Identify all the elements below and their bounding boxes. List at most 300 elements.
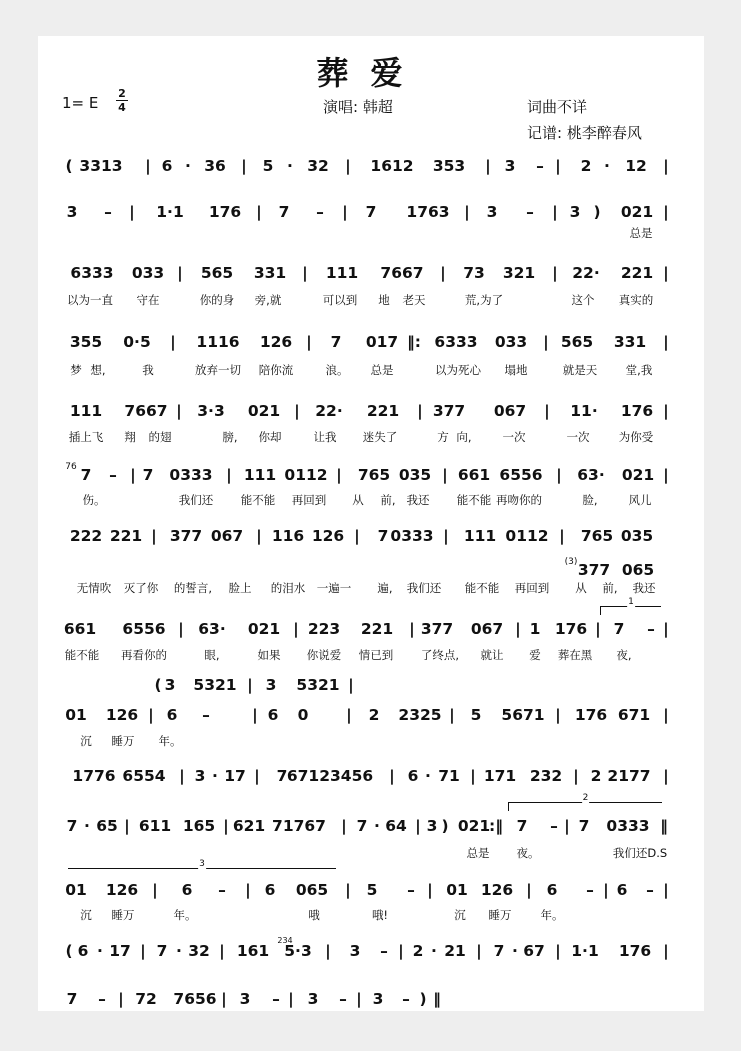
- barline: |: [603, 881, 609, 899]
- note-group: 5: [470, 706, 482, 724]
- lyric-word: 遍,: [377, 581, 393, 595]
- note-group: 111: [243, 466, 277, 484]
- lyric-word: 我: [142, 363, 154, 377]
- lyric-word: 旁,就: [254, 293, 282, 307]
- barline: |: [389, 767, 395, 785]
- note-group: –: [526, 203, 534, 221]
- lyric-word: 前,: [602, 581, 618, 595]
- note-group: 5321: [193, 676, 237, 694]
- lyric-word: 总是: [370, 363, 394, 377]
- volta-bracket-3: [68, 859, 336, 877]
- note-group: 6554: [122, 767, 166, 785]
- note-group: 111: [325, 264, 359, 282]
- note-group: 3: [426, 817, 438, 835]
- note-group: 11·: [570, 402, 598, 420]
- note-group: 72: [135, 990, 157, 1008]
- note-group: 7: [578, 817, 590, 835]
- note-group: 126: [259, 333, 293, 351]
- lyric-word: 脸上: [228, 581, 252, 595]
- note-group: 71: [438, 767, 460, 785]
- lyric-word: 插上飞: [68, 430, 104, 444]
- barline: |: [543, 333, 549, 351]
- lyric-word: 我们还: [406, 581, 442, 595]
- barline: |: [288, 990, 294, 1008]
- singer-credit: 演唱: 韩超: [323, 98, 393, 116]
- lyric-word: 方: [437, 430, 449, 444]
- note-group: 176: [208, 203, 242, 221]
- note-group: 221: [109, 527, 143, 545]
- barline: |: [485, 157, 491, 175]
- barline: |: [178, 620, 184, 638]
- note-group: 73: [463, 264, 485, 282]
- barline: |: [555, 942, 561, 960]
- notation-row: [0, 264, 741, 286]
- notation-row: [0, 881, 741, 903]
- volta-bracket-1: [600, 597, 661, 615]
- note-group: 32: [188, 942, 210, 960]
- note-group: 64: [385, 817, 407, 835]
- note-group: 0·5: [123, 333, 151, 351]
- note-group: 0112: [505, 527, 549, 545]
- note-group: 6: [264, 881, 276, 899]
- note-group: 01: [65, 706, 87, 724]
- note-group: 7: [66, 817, 78, 835]
- lyric-word: 睡万: [488, 908, 512, 922]
- note-group: 22·: [572, 264, 600, 282]
- grace-note-mark: 234: [277, 936, 293, 945]
- barline: |: [564, 817, 570, 835]
- note-group: ): [593, 203, 601, 221]
- note-group: 2: [590, 767, 602, 785]
- barline: |: [342, 203, 348, 221]
- note-group: 6: [161, 157, 173, 175]
- note-group: –: [339, 990, 347, 1008]
- barline: ‖: [433, 990, 441, 1008]
- note-group: ·: [287, 157, 293, 175]
- barline: |: [663, 203, 669, 221]
- lyric-word: 就是天: [562, 363, 598, 377]
- barline: |: [663, 706, 669, 724]
- lyric-word: 一次: [566, 430, 590, 444]
- note-group: 111: [69, 402, 103, 420]
- note-group: 065: [295, 881, 329, 899]
- barline: |: [544, 402, 550, 420]
- note-group: 6: [616, 881, 628, 899]
- note-group: ·: [185, 157, 191, 175]
- note-group: 7: [80, 466, 92, 484]
- barline: |: [559, 527, 565, 545]
- barline: |: [241, 157, 247, 175]
- note-group: 65: [96, 817, 118, 835]
- barline: |: [415, 817, 421, 835]
- barline: |: [552, 264, 558, 282]
- note-group: ·: [604, 157, 610, 175]
- barline: |: [476, 942, 482, 960]
- lyric-word: 再回到: [514, 581, 550, 595]
- note-group: ·: [212, 767, 218, 785]
- time-signature: [116, 88, 128, 113]
- barline: |: [293, 620, 299, 638]
- note-group: ·: [425, 767, 431, 785]
- notation-row: [0, 527, 741, 549]
- lyric-word: 再回到: [291, 493, 327, 507]
- barline: |: [555, 706, 561, 724]
- lyric-word: 夜。: [516, 846, 540, 860]
- note-group: 171: [483, 767, 517, 785]
- barline: |: [346, 706, 352, 724]
- note-group: ·: [84, 817, 90, 835]
- barline: |: [440, 264, 446, 282]
- note-group: 7667: [124, 402, 168, 420]
- volta-number: 3: [199, 859, 205, 869]
- barline: |: [148, 706, 154, 724]
- barline: |: [663, 620, 669, 638]
- note-group: –: [202, 706, 210, 724]
- note-group: 7: [365, 203, 377, 221]
- note-group: 067: [470, 620, 504, 638]
- note-group: (: [154, 676, 162, 694]
- note-group: 035: [398, 466, 432, 484]
- note-group: –: [647, 620, 655, 638]
- note-group: ): [441, 817, 449, 835]
- note-group: 3: [486, 203, 498, 221]
- barline: |: [417, 402, 423, 420]
- notation-row: [0, 676, 741, 698]
- lyric-word: 让我: [313, 430, 337, 444]
- lyric-row: [0, 580, 741, 596]
- note-group: –: [407, 881, 415, 899]
- note-group: 3: [66, 203, 78, 221]
- note-group: 2: [580, 157, 592, 175]
- barline: |: [177, 264, 183, 282]
- barline: |: [226, 466, 232, 484]
- note-group: 0112: [284, 466, 328, 484]
- lyric-word: 的翅: [148, 430, 172, 444]
- lyric-word: 就让: [480, 648, 504, 662]
- lyric-word: 爱: [529, 648, 541, 662]
- note-group: 21: [444, 942, 466, 960]
- note-group: 7: [156, 942, 168, 960]
- note-group: 6556: [499, 466, 543, 484]
- note-group: 2325: [398, 706, 442, 724]
- note-group: 021: [247, 620, 281, 638]
- note-group: 2177: [607, 767, 651, 785]
- note-group: 565: [200, 264, 234, 282]
- note-group: 0333: [169, 466, 213, 484]
- lyric-word: 灭了你: [123, 581, 159, 595]
- note-group: 033: [131, 264, 165, 282]
- note-group: 331: [253, 264, 287, 282]
- lyric-word: 睡万: [111, 908, 135, 922]
- notation-row: [0, 942, 741, 964]
- note-group: 0: [297, 706, 309, 724]
- note-group: 671: [617, 706, 651, 724]
- note-group: –: [380, 942, 388, 960]
- notation-row: [0, 203, 741, 225]
- transcriber-credit: 记谱: 桃李醉春风: [527, 124, 642, 142]
- barline: |: [256, 203, 262, 221]
- note-group: 377: [420, 620, 454, 638]
- note-group: 7: [142, 466, 154, 484]
- note-group: 021: [620, 203, 654, 221]
- note-group: 017: [365, 333, 399, 351]
- note-group: 021: [621, 466, 655, 484]
- note-group: 232: [529, 767, 563, 785]
- note-group: 221: [366, 402, 400, 420]
- note-group: 7: [516, 817, 528, 835]
- barline: |: [356, 990, 362, 1008]
- note-group: 765: [357, 466, 391, 484]
- lyric-word: 的誓言,: [173, 581, 213, 595]
- note-group: 3: [239, 990, 251, 1008]
- barline: |: [552, 203, 558, 221]
- note-group: 1: [529, 620, 541, 638]
- note-group: –: [98, 990, 106, 1008]
- lyric-word: 沉: [454, 908, 466, 922]
- barline: :‖: [489, 817, 503, 835]
- note-group: 661: [457, 466, 491, 484]
- notation-row: [0, 817, 741, 839]
- note-group: 0333: [606, 817, 650, 835]
- barline: |: [556, 466, 562, 484]
- note-group: 565: [560, 333, 594, 351]
- barline: |: [663, 767, 669, 785]
- lyric-word: 能不能: [456, 493, 492, 507]
- barline: |: [470, 767, 476, 785]
- note-group: 22·: [315, 402, 343, 420]
- barline: |: [427, 881, 433, 899]
- barline: ‖: [660, 817, 668, 835]
- lyric-word: 总是: [466, 846, 490, 860]
- notation-row: [0, 767, 741, 789]
- note-group: 6333: [434, 333, 478, 351]
- note-group: 17: [224, 767, 246, 785]
- barline: |: [663, 881, 669, 899]
- lyric-row: [0, 845, 741, 861]
- note-group: 67123456: [286, 767, 374, 785]
- key-signature: 1= E: [62, 94, 99, 112]
- lyric-word: 了终点,: [420, 648, 460, 662]
- note-group: 661: [63, 620, 97, 638]
- note-group: –: [316, 203, 324, 221]
- note-group: 0333: [390, 527, 434, 545]
- lyric-word: 为你受: [618, 430, 654, 444]
- lyric-word: 陪你流: [258, 363, 294, 377]
- note-group: 3: [349, 942, 361, 960]
- notation-row: [0, 402, 741, 424]
- barline: |: [336, 466, 342, 484]
- barline: |: [663, 942, 669, 960]
- barline: ‖:: [407, 333, 421, 351]
- note-group: –: [646, 881, 654, 899]
- lyric-word: 膀,: [222, 430, 238, 444]
- barline: |: [118, 990, 124, 1008]
- barline: |: [152, 881, 158, 899]
- note-group: 3: [504, 157, 516, 175]
- lyric-word: 再吻你的: [496, 493, 542, 507]
- lyric-word: 地: [378, 293, 390, 307]
- note-group: ·: [97, 942, 103, 960]
- note-group: 765: [580, 527, 614, 545]
- note-group: 5: [262, 157, 274, 175]
- barline: |: [176, 402, 182, 420]
- lyric-word: 你说爱: [306, 648, 342, 662]
- composer-credit: 词曲不详: [527, 98, 588, 116]
- note-group: –: [109, 466, 117, 484]
- barline: |: [145, 157, 151, 175]
- lyric-word: 葬在黑: [557, 648, 593, 662]
- note-group: 3: [372, 990, 384, 1008]
- barline: |: [306, 333, 312, 351]
- barline: |: [663, 157, 669, 175]
- barline: |: [595, 620, 601, 638]
- barline: |: [256, 527, 262, 545]
- barline: |: [449, 706, 455, 724]
- notation-row: [0, 333, 741, 355]
- note-group: 126: [105, 881, 139, 899]
- note-group: 1·1: [156, 203, 184, 221]
- note-group: 165: [182, 817, 216, 835]
- lyric-word: 再看你的: [121, 648, 167, 662]
- note-group: 3: [194, 767, 206, 785]
- note-group: 176: [574, 706, 608, 724]
- barline: |: [663, 402, 669, 420]
- lyric-row: [0, 907, 741, 923]
- note-group: 065: [621, 561, 655, 579]
- note-group: 2: [368, 706, 380, 724]
- note-group: 7656: [173, 990, 217, 1008]
- lyric-word: 我们还D.S: [612, 846, 668, 860]
- barline: |: [151, 527, 157, 545]
- note-group: 63·: [577, 466, 605, 484]
- volta-number: 1: [628, 597, 634, 607]
- lyric-word: 如果: [257, 648, 281, 662]
- lyric-row: [0, 292, 741, 308]
- lyric-word: 能不能: [240, 493, 276, 507]
- lyric-word: 能不能: [464, 581, 500, 595]
- lyric-row: [0, 429, 741, 445]
- barline: |: [555, 157, 561, 175]
- barline: |: [223, 817, 229, 835]
- barline: |: [294, 402, 300, 420]
- lyric-word: 以为死心: [435, 363, 481, 377]
- note-group: –: [104, 203, 112, 221]
- note-group: 3: [164, 676, 176, 694]
- barline: |: [409, 620, 415, 638]
- barline: |: [663, 333, 669, 351]
- note-group: 3·3: [197, 402, 225, 420]
- note-group: (3): [564, 557, 578, 567]
- note-group: 355: [69, 333, 103, 351]
- lyric-word: 能不能: [64, 648, 100, 662]
- notation-row: [0, 157, 741, 179]
- note-group: (: [65, 157, 73, 175]
- lyric-word: 情已到: [358, 648, 394, 662]
- barline: |: [573, 767, 579, 785]
- note-group: 3: [265, 676, 277, 694]
- barline: |: [398, 942, 404, 960]
- lyric-word: 眼,: [204, 648, 220, 662]
- note-group: 176: [620, 402, 654, 420]
- lyric-row: [0, 492, 741, 508]
- barline: |: [345, 157, 351, 175]
- note-group: 6333: [70, 264, 114, 282]
- time-signature-top: 2: [118, 87, 126, 100]
- lyric-word: 一次: [502, 430, 526, 444]
- barline: |: [247, 676, 253, 694]
- lyric-word: 真实的: [618, 293, 654, 307]
- note-group: 01: [65, 881, 87, 899]
- note-group: 221: [620, 264, 654, 282]
- note-group: 1612: [370, 157, 414, 175]
- note-group: 6: [546, 881, 558, 899]
- lyric-word: 沉: [80, 734, 92, 748]
- note-group: 3: [569, 203, 581, 221]
- note-group: 1763: [406, 203, 450, 221]
- note-group: 32: [307, 157, 329, 175]
- note-group: 5321: [296, 676, 340, 694]
- note-group: 76: [65, 462, 77, 472]
- barline: |: [663, 264, 669, 282]
- note-group: 067: [210, 527, 244, 545]
- volta-bracket-2: [508, 793, 662, 811]
- note-group: 176: [618, 942, 652, 960]
- lyric-word: 这个: [571, 293, 595, 307]
- lyric-word: 年。: [173, 908, 197, 922]
- barline: |: [140, 942, 146, 960]
- note-group: 067: [493, 402, 527, 420]
- note-group: 12: [625, 157, 647, 175]
- lyric-word: 哦!: [371, 908, 389, 922]
- lyric-word: 向,: [456, 430, 472, 444]
- barline: |: [345, 881, 351, 899]
- note-group: 223: [307, 620, 341, 638]
- note-group: 17: [109, 942, 131, 960]
- note-group: 6556: [122, 620, 166, 638]
- barline: |: [219, 942, 225, 960]
- lyric-word: 塌地: [504, 363, 528, 377]
- note-group: 222: [69, 527, 103, 545]
- note-group: 176: [554, 620, 588, 638]
- lyric-word: 老天: [402, 293, 426, 307]
- note-group: 67: [523, 942, 545, 960]
- song-title: 葬爱: [316, 54, 425, 92]
- lyric-word: 从: [575, 581, 587, 595]
- barline: |: [442, 466, 448, 484]
- lyric-word: 迷失了: [362, 430, 398, 444]
- lyric-word: 无情吹: [76, 581, 112, 595]
- time-signature-bottom: 4: [118, 101, 126, 114]
- note-group: 7: [613, 620, 625, 638]
- lyric-word: 睡万: [111, 734, 135, 748]
- note-group: 126: [480, 881, 514, 899]
- note-group: 035: [620, 527, 654, 545]
- note-group: ): [419, 990, 427, 1008]
- note-group: 7: [356, 817, 368, 835]
- lyric-word: 浪。: [325, 363, 349, 377]
- barline: |: [179, 767, 185, 785]
- note-group: 63·: [198, 620, 226, 638]
- note-group: 01: [446, 881, 468, 899]
- lyric-word: 以为一直: [67, 293, 113, 307]
- note-group: 6: [77, 942, 89, 960]
- note-group: 126: [311, 527, 345, 545]
- note-group: ·: [176, 942, 182, 960]
- note-group: 7667: [380, 264, 424, 282]
- notation-row: [0, 706, 741, 728]
- lyric-row: [0, 362, 741, 378]
- note-group: 116: [271, 527, 305, 545]
